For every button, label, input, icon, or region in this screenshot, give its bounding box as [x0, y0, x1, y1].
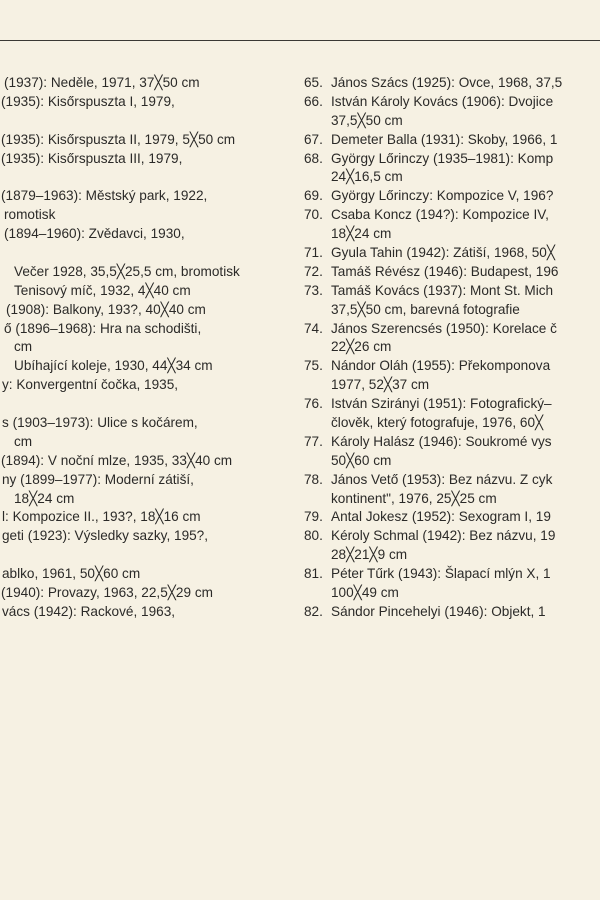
catalog-line: (1935): Kisőrspuszta III, 1979, [1, 150, 183, 166]
entry-text: 100╳49 cm [331, 585, 399, 601]
entry-text: člověk, který fotografuje, 1976, 60╳ [331, 415, 544, 431]
entry-text: István Károly Kovács (1906): Dvojice [331, 93, 554, 109]
catalog-entry [304, 603, 600, 622]
entry-number: 77. [304, 433, 323, 449]
entry-text: Kéroly Schmal (1942): Bez názvu, 19 [331, 528, 556, 544]
entry-number: 72. [304, 263, 323, 279]
entry-first-line [304, 263, 600, 282]
catalog-entry [304, 244, 600, 263]
catalog-line: (1908): Balkony, 193?, 40╳40 cm [6, 301, 206, 317]
entry-first-line [304, 131, 600, 150]
entry-text: 22╳26 cm [331, 339, 392, 355]
catalog-entry [304, 527, 600, 565]
catalog-line: (1935): Kisőrspuszta I, 1979, [1, 93, 175, 109]
entry-continuation [304, 301, 600, 320]
blank-line [0, 395, 298, 414]
entry-text: 37,5╳50 cm [331, 112, 403, 128]
entry-continuation [304, 490, 600, 509]
catalog-line: cm [14, 433, 33, 449]
catalog-entry [304, 263, 600, 282]
entry-text: Nándor Oláh (1955): Překomponova [331, 358, 551, 374]
entry-number: 71. [304, 245, 323, 261]
catalog-entry [304, 320, 600, 358]
catalog-entry [304, 282, 600, 320]
entry-number: 75. [304, 358, 323, 374]
catalog-line: (1879–1963): Městský park, 1922, [1, 188, 208, 204]
catalog-line: l: Kompozice II., 193?, 18╳16 cm [2, 509, 201, 525]
entry-first-line [304, 433, 600, 452]
catalog-line: 18╳24 cm [14, 490, 75, 506]
entry-continuation [304, 546, 600, 565]
catalog-entry [304, 395, 600, 433]
entry-text: Tamáš Révész (1946): Budapest, 196 [331, 263, 559, 279]
entry-text: Tamáš Kovács (1937): Mont St. Mich [331, 282, 554, 298]
entry-continuation [304, 584, 600, 603]
entry-text: 28╳21╳9 cm [331, 547, 408, 563]
entry-text: György Lőrinczy: Kompozice V, 196? [331, 188, 554, 204]
entry-text: János Szerencsés (1950): Korelace č [331, 320, 557, 336]
catalog-line: Večer 1928, 35,5╳25,5 cm, bromotisk [14, 263, 240, 279]
entry-number: 68. [304, 150, 323, 166]
catalog-line: s (1903–1973): Ulice s kočárem, [2, 415, 198, 431]
entry-text: 37,5╳50 cm, barevná fotografie [331, 301, 520, 317]
entry-first-line [304, 357, 600, 376]
left-column [0, 74, 298, 622]
entry-text: Demeter Balla (1931): Skoby, 1966, 1 [331, 131, 558, 147]
entry-continuation [304, 414, 600, 433]
catalog-line: (1894): V noční mlze, 1935, 33╳40 cm [1, 452, 233, 468]
blank-line [0, 546, 298, 565]
entry-continuation [304, 168, 600, 187]
entry-text: 18╳24 cm [331, 226, 392, 242]
entry-text: 1977, 52╳37 cm [331, 377, 430, 393]
blank-line [0, 112, 298, 131]
catalog-entry [304, 74, 600, 93]
catalog-entry [304, 508, 600, 527]
entry-number: 76. [304, 396, 323, 412]
catalog-line: romotisk [4, 207, 56, 223]
catalog-entry [304, 131, 600, 150]
entry-first-line [304, 565, 600, 584]
entry-text: Csaba Koncz (194?): Kompozice IV, [331, 207, 549, 223]
entry-first-line [304, 206, 600, 225]
catalog-line: ő (1896–1968): Hra na schodišti, [4, 320, 202, 336]
entry-continuation [304, 338, 600, 357]
entry-text: János Vető (1953): Bez názvu. Z cyk [331, 471, 553, 487]
entry-text: 50╳60 cm [331, 452, 392, 468]
entry-first-line [304, 603, 600, 622]
catalog-line: (1894–1960): Zvědavci, 1930, [4, 226, 185, 242]
entry-continuation [304, 225, 600, 244]
entry-text: Péter Tűrk (1943): Šlapací mlýn X, 1 [331, 566, 551, 582]
catalog-line: (1937): Neděle, 1971, 37╳50 cm [4, 75, 200, 90]
entry-first-line [304, 93, 600, 112]
catalog-line: ablko, 1961, 50╳60 cm [2, 566, 141, 582]
entry-text: István Szirányi (1951): Fotografický– [331, 396, 552, 412]
entry-first-line [304, 527, 600, 546]
entry-first-line [304, 187, 600, 206]
entry-continuation [304, 112, 600, 131]
entry-number: 82. [304, 603, 323, 619]
entry-number: 70. [304, 207, 323, 223]
catalog-entry [304, 187, 600, 206]
entry-first-line [304, 320, 600, 339]
entry-number: 69. [304, 188, 323, 204]
catalog-entry [304, 433, 600, 471]
entry-number: 74. [304, 320, 323, 336]
entry-number: 78. [304, 471, 323, 487]
top-rule [0, 40, 600, 41]
entry-text: 24╳16,5 cm [331, 169, 403, 185]
entry-number: 80. [304, 528, 323, 544]
catalog-line: Tenisový míč, 1932, 4╳40 cm [14, 282, 191, 298]
entry-number: 79. [304, 509, 323, 525]
catalog-line: ny (1899–1977): Moderní zátiší, [2, 471, 194, 487]
entry-continuation [304, 452, 600, 471]
entry-number: 81. [304, 566, 323, 582]
catalog-entry [304, 565, 600, 603]
catalog-line: (1935): Kisőrspuszta II, 1979, 5╳50 cm [1, 131, 236, 147]
catalog-line: y: Konvergentní čočka, 1935, [2, 377, 179, 393]
entry-text: Károly Halász (1946): Soukromé vys [331, 433, 552, 449]
entry-continuation [304, 376, 600, 395]
catalog-entry [304, 206, 600, 244]
catalog-entry [304, 93, 600, 131]
entry-text: Sándor Pincehelyi (1946): Objekt, 1 [331, 603, 546, 619]
catalog-line: vács (1942): Rackové, 1963, [2, 603, 176, 619]
entry-first-line [304, 244, 600, 263]
entry-first-line [304, 150, 600, 169]
right-column [304, 74, 600, 622]
entry-number: 73. [304, 282, 323, 298]
entry-first-line [304, 395, 600, 414]
catalog-entry [304, 357, 600, 395]
entry-first-line [304, 74, 600, 93]
catalog-line: cm [14, 339, 33, 355]
entry-text: Antal Jokesz (1952): Sexogram I, 19 [331, 509, 551, 525]
entry-text: György Lőrinczy (1935–1981): Komp [331, 150, 554, 166]
entry-first-line [304, 471, 600, 490]
catalog-entry [304, 471, 600, 509]
entry-text: János Szács (1925): Ovce, 1968, 37,5 [331, 75, 563, 90]
catalog-entry [304, 150, 600, 188]
catalog-line: (1940): Provazy, 1963, 22,5╳29 cm [1, 585, 213, 601]
entry-number: 65. [304, 75, 323, 90]
blank-line [0, 168, 298, 187]
entry-number: 67. [304, 131, 323, 147]
entry-first-line [304, 282, 600, 301]
entry-number: 66. [304, 93, 323, 109]
catalog-line: geti (1923): Výsledky sazky, 195?, [2, 528, 209, 544]
blank-line [0, 244, 298, 263]
entry-text: kontinent", 1976, 25╳25 cm [331, 490, 497, 506]
catalog-line: Ubíhající koleje, 1930, 44╳34 cm [14, 358, 213, 374]
entry-first-line [304, 508, 600, 527]
entry-text: Gyula Tahin (1942): Zátiší, 1968, 50╳ [331, 245, 556, 261]
